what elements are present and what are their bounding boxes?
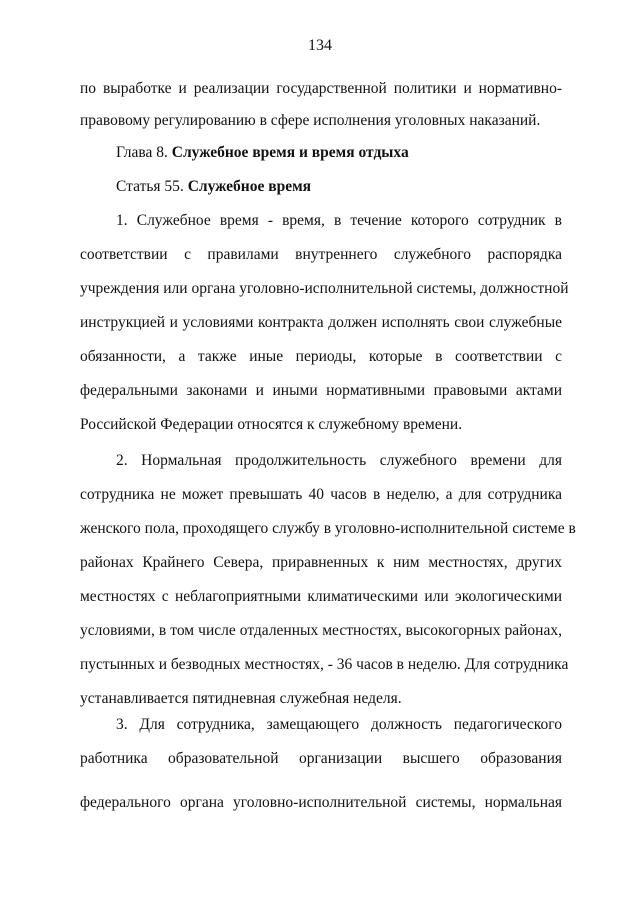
article-prefix: Статья 55. [116,178,184,195]
text-line: 1. Служебное время - время, в течение которого сотрудник в [116,212,562,229]
chapter-title: Служебное время и время отдыха [171,144,409,161]
text-line: учреждения или органа уголовно-исполнительной системы, должностной [80,280,569,297]
text-line: местностях с неблагоприятными климатическими или экологическими [80,588,562,605]
chapter-heading [116,143,562,163]
text-line: инструкцией и условиями контракта должен исполнять свои служебные [80,314,562,331]
text-line: сотрудника не может превышать 40 часов в неделю, а для сотрудника [80,486,562,503]
text-line: правовому регулированию в сфере исполнения уголовных наказаний. [80,112,541,129]
text-line: работника образовательной организации высшего образования [80,750,562,767]
text-line: соответствии с правилами внутреннего служебного распорядка [80,246,562,263]
text-line: женского пола, проходящего службу в уголовно-исполнительной системе в [80,520,576,537]
article-title: Служебное время [187,178,312,195]
text-line: устанавливается пятидневная служебная неделя. [80,690,402,707]
text-line: 2. Нормальная продолжительность служебного времени для [116,452,562,469]
text-line: 3. Для сотрудника, замещающего должность педагогического [116,716,562,733]
chapter-prefix: Глава 8. [116,144,168,161]
page-number: 134 [308,37,332,54]
text-line: Российской Федерации относятся к служебному времени. [80,416,463,433]
text-line: федеральными законами и иными нормативными правовыми актами [80,382,562,399]
text-line: федерального органа уголовно-исполнительной системы, нормальная [80,794,562,811]
text-line: районах Крайнего Севера, приравненных к ним местностях, других [80,554,562,571]
text-line: по выработке и реализации государственной политики и нормативно- [80,80,562,97]
text-line: пустынных и безводных местностях, - 36 часов в неделю. Для сотрудника [80,656,569,673]
text-line: обязанности, а также иные периоды, которые в соответствии с [80,348,562,365]
article-heading [116,177,562,197]
text-line: условиями, в том числе отдаленных местностях, высокогорных районах, [80,622,562,639]
